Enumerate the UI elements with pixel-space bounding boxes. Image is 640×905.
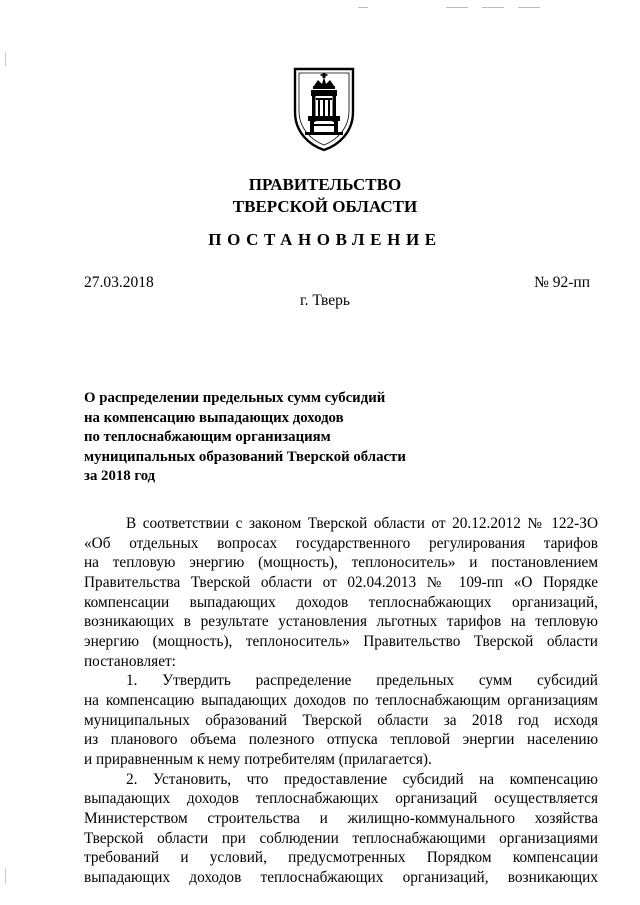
subject-line: за 2018 год: [84, 468, 156, 484]
body-line: энергию (мощность), теплоноситель» Правительство Тверской области: [84, 632, 598, 650]
org-title-line-1: ПРАВИТЕЛЬСТВО: [248, 175, 402, 194]
subject-line: на компенсацию выпадающих доходов: [84, 409, 344, 426]
body-line: В соответствии с законом Тверской области от 20.12.2012 № 122-ЗО: [126, 515, 598, 532]
scan-edge-mark: [5, 52, 6, 66]
scan-mark: [358, 7, 368, 8]
body-line: 2. Установить, что предоставление субсидий на компенсацию: [126, 770, 598, 788]
document-body: [84, 514, 598, 887]
scan-mark: [446, 7, 468, 8]
document-type-heading: ПОСТАНОВЛЕНИЕ: [208, 230, 442, 249]
body-line: требований и условий, предусмотренных Порядком компенсации: [84, 849, 598, 867]
body-line: выпадающих доходов теплоснабжающих организаций, возникающих: [84, 868, 598, 886]
body-line: и приравненным к нему потребителям (прилагается).: [84, 750, 432, 768]
document-date: 27.03.2018: [84, 274, 154, 291]
document-subject: [84, 389, 484, 487]
body-line: на тепловую энергию (мощность), теплоноситель» и постановлением: [84, 554, 598, 572]
document-city: г. Тверь: [300, 292, 350, 309]
body-line: постановляет:: [84, 652, 176, 670]
body-line: выпадающих доходов теплоснабжающих организаций осуществляется: [84, 790, 598, 808]
body-line: муниципальных образований Тверской области за 2018 год исходя: [84, 711, 598, 729]
scan-mark: [518, 7, 540, 8]
body-line: Правительства Тверской области от 02.04.2013 № 109-пп «О Порядке: [84, 573, 598, 591]
body-line: Тверской области при соблюдении теплоснабжающими организациями: [84, 829, 598, 847]
subject-line: О распределении предельных сумм субсидий: [84, 390, 386, 406]
body-line: возникающих в результате установления льготных тарифов на тепловую: [84, 613, 598, 631]
body-line: из планового объема полезного отпуска тепловой энергии населению: [84, 731, 598, 749]
org-title-line-2: ТВЕРСКОЙ ОБЛАСТИ: [232, 197, 418, 216]
document-number: № 92-пп: [534, 274, 590, 291]
scan-edge-mark: [5, 868, 6, 884]
body-line: Министерством строительства и жилищно-коммунального хозяйства: [84, 809, 598, 827]
subject-line: муниципальных образований Тверской области: [84, 448, 406, 465]
body-line: «Об отдельных вопросах государственного регулирования тарифов: [84, 534, 598, 552]
coat-of-arms-emblem: [292, 66, 356, 152]
body-line: компенсации выпадающих доходов теплоснабжающих организаций,: [84, 593, 598, 611]
body-line: 1. Утвердить распределение предельных сумм субсидий: [126, 672, 598, 690]
scan-mark: [482, 7, 504, 8]
body-line: на компенсацию выпадающих доходов по теплоснабжающим организациям: [84, 691, 598, 709]
subject-line: по теплоснабжающим организациям: [84, 429, 331, 445]
